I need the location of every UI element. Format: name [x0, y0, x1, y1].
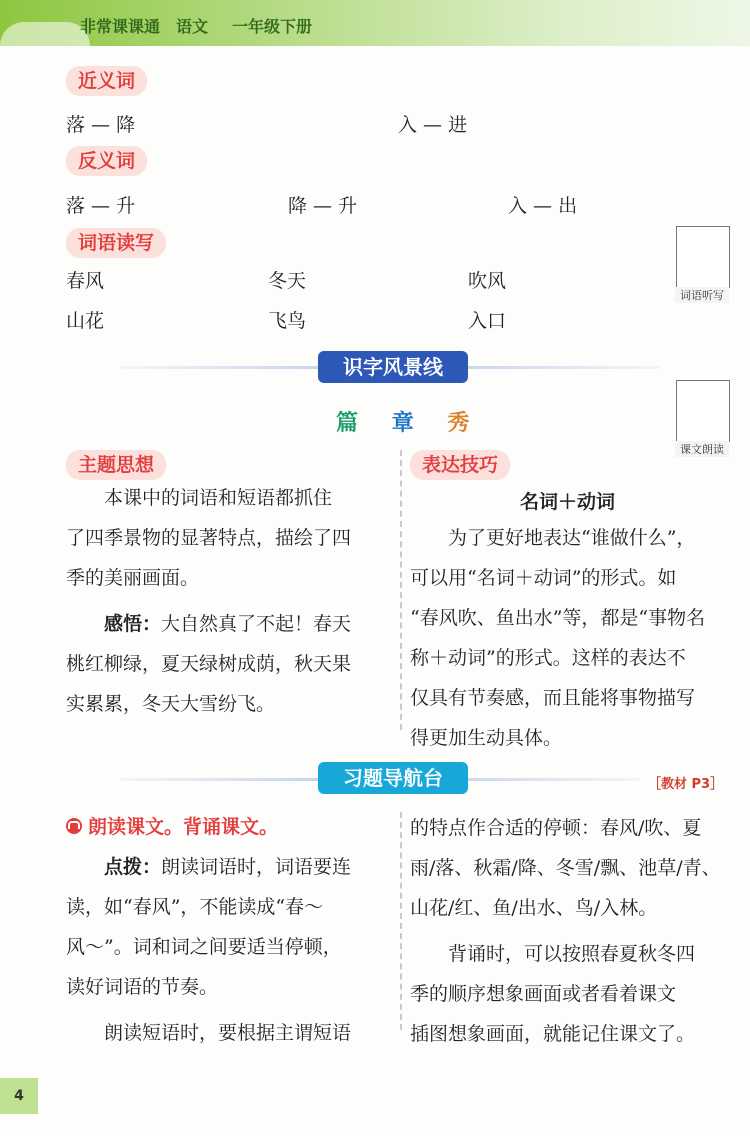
word-1: 春风 — [66, 270, 105, 292]
exercise-left-line-1: 朗读词语时，词语要连 — [161, 856, 352, 878]
exercise-right-line-4: 背诵时，可以按照春夏秋冬四 — [448, 943, 696, 965]
skill-tag: 表达技巧 — [410, 450, 510, 480]
column-divider — [400, 450, 402, 730]
word-5: 飞鸟 — [268, 310, 307, 332]
antonyms-tag: 反义词 — [66, 146, 147, 176]
textbook-reference: ［教材 P3］ — [648, 777, 724, 792]
exercise-right-paragraph — [410, 808, 735, 1054]
subtitle-char-1: 篇 — [336, 410, 359, 436]
page-number: 4 — [0, 1078, 38, 1114]
skill-line-1: 为了更好地表达“谁做什么”， — [448, 527, 696, 549]
exercise-left-line-4: 读好词语的节奏。 — [66, 976, 219, 998]
skill-line-4: 称＋动词”的形式。这样的表达不 — [410, 647, 686, 669]
exercise-right-line-1: 的特点作合适的停顿：春风/吹、夏 — [410, 817, 702, 839]
skill-line-6: 得更加生动具体。 — [410, 727, 563, 749]
synonym-pair-2: 入 — 进 — [398, 114, 468, 136]
synonym-pair-1: 落 — 降 — [66, 114, 136, 136]
skill-line-5: 仅具有节奏感，而且能将事物描写 — [410, 687, 696, 709]
header-grade: 一年级下册 — [232, 17, 313, 36]
header-series: 非常课课通 — [80, 17, 161, 36]
exercise-left-line-5: 朗读短语时，要根据主谓短语 — [104, 1022, 352, 1044]
antonym-pair-3: 入 — 出 — [508, 195, 578, 217]
exercise-right-line-6: 插图想象画面，就能记住课文了。 — [410, 1023, 696, 1045]
exercise-left-line-2: 读，如“春风”，不能读成“春～ — [66, 896, 324, 918]
words-tag: 词语读写 — [66, 228, 166, 258]
exercise-right-line-3: 山花/红、鱼/出水、鸟/入林。 — [410, 897, 658, 919]
antonym-pair-2: 降 — 升 — [288, 195, 358, 217]
hint-label: 点拨： — [104, 856, 162, 878]
word-2: 冬天 — [268, 270, 307, 292]
qr-label-dictation: 词语听写 — [675, 287, 729, 303]
exercise-left-paragraph — [66, 847, 396, 1053]
section-banner-exercise: 习题导航台 — [318, 762, 468, 794]
antonym-pair-1: 落 — 升 — [66, 195, 136, 217]
subtitle-char-3: 秀 — [447, 410, 470, 436]
theme-line-3: 季的美丽画面。 — [66, 567, 200, 589]
exercise-right-line-2: 雨/落、秋霜/降、冬雪/飘、池草/青、 — [410, 857, 721, 879]
skill-paragraph — [410, 518, 735, 758]
header-wave-decoration — [0, 22, 90, 46]
section-banner-literacy: 识字风景线 — [318, 351, 468, 383]
theme-paragraph — [66, 478, 394, 724]
insight-line-1: 大自然真了不起！春天 — [161, 613, 352, 635]
insight-line-2: 桃红柳绿，夏天绿树成荫，秋天果 — [66, 653, 352, 675]
synonyms-tag: 近义词 — [66, 66, 147, 96]
word-6: 入口 — [468, 310, 507, 332]
header-subject: 语文 — [176, 17, 209, 36]
skill-line-3: “春风吹、鱼出水”等，都是“事物名 — [410, 607, 706, 629]
theme-line-2: 了四季景物的显著特点，描绘了四 — [66, 527, 352, 549]
exercise-left-line-3: 风～”。词和词之间要适当停顿， — [66, 936, 342, 958]
skill-title: 名词＋动词 — [520, 491, 616, 513]
qr-label-reading: 课文朗读 — [675, 441, 729, 457]
column-divider-2 — [400, 812, 402, 1030]
page-header — [0, 0, 750, 46]
insight-label: 感悟： — [104, 613, 162, 635]
insight-line-3: 实累累，冬天大雪纷飞。 — [66, 693, 276, 715]
qr-code-reading[interactable] — [676, 380, 730, 442]
exercise-task: 朗读课文。背诵课文。 — [88, 816, 279, 838]
skill-line-2: 可以用“名词＋动词”的形式。如 — [410, 567, 677, 589]
word-4: 山花 — [66, 310, 105, 332]
read-aloud-icon — [66, 818, 82, 834]
theme-line-1: 本课中的词语和短语都抓住 — [104, 487, 333, 509]
subtitle-chars — [336, 406, 469, 437]
subtitle-char-2: 章 — [391, 410, 414, 436]
exercise-right-line-5: 季的顺序想象画面或者看着课文 — [410, 983, 677, 1005]
qr-code-dictation[interactable] — [676, 226, 730, 288]
word-3: 吹风 — [468, 270, 507, 292]
theme-tag: 主题思想 — [66, 450, 166, 480]
